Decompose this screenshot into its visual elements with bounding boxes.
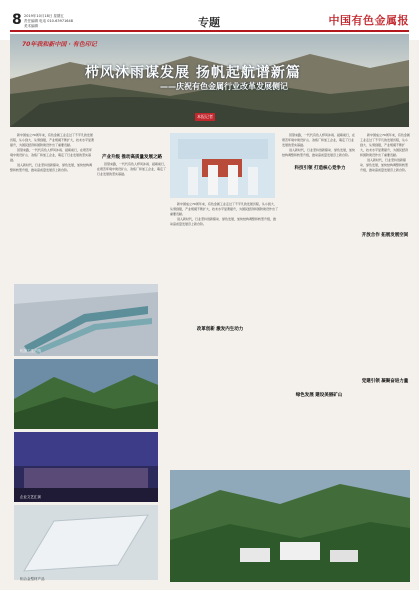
paragraph: 进入新时代，行业坚持创新驱动、绿色发展，加快结构调整和转型升级，推动高质量发展迈上新台阶。 bbox=[282, 148, 356, 157]
page-number: 8 bbox=[12, 12, 22, 28]
subheadline: ——庆祝有色金属行业改革发展侧记 bbox=[160, 82, 288, 91]
newspaper-brand: 中国有色金属报 bbox=[328, 14, 409, 27]
paragraph: 新中国成立70周年来，有色金属工业走过了不平凡的发展历程，从小到大、从弱到强，产业规模不断扩大，技术水平显著提升，为国民经济和国防建设作出了重要贡献。 bbox=[360, 133, 410, 157]
masthead-meta: 2019年10月18日 星期五 责任编辑 电话 010-63971648 美术编辑 bbox=[24, 14, 73, 28]
article-column-2 bbox=[97, 162, 167, 262]
paragraph: 进入新时代，行业坚持创新驱动、绿色发展，加快结构调整和转型升级，推动高质量发展迈上新台阶。 bbox=[170, 217, 277, 226]
paragraph: 回望来路，一代代有色人栉风沐雨、砥砺前行，在艰苦环境中建设矿山、冶炼厂和加工企业，奠定了行业发展的坚实基础。 bbox=[97, 162, 167, 176]
section-heading: 产业升级 推动高质量发展之路 bbox=[101, 155, 163, 160]
section-label: 专题 bbox=[198, 16, 220, 29]
section-heading: 开放合作 拓展发展空间 bbox=[361, 233, 409, 238]
photo-caption: 铝加工生产线 bbox=[20, 349, 41, 353]
plant-photo bbox=[170, 470, 410, 582]
series-title: 70年我和新中国 · 有色印记 bbox=[22, 41, 97, 48]
header-rule bbox=[10, 30, 409, 32]
photo-caption: 企业文艺汇演 bbox=[20, 495, 41, 499]
paragraph: 回望来路，一代代有色人栉风沐雨、砥砺前行，在艰苦环境中建设矿山、冶炼厂和加工企业，奠定了行业发展的坚实基础。 bbox=[282, 133, 356, 147]
ceremony-photo bbox=[170, 133, 275, 198]
paragraph: 进入新时代，行业坚持创新驱动、绿色发展，加快结构调整和转型升级，推动高质量发展迈上新台阶。 bbox=[10, 163, 93, 172]
paragraph: 新中国成立70周年来，有色金属工业走过了不平凡的发展历程，从小到大、从弱到强，产业规模不断扩大，技术水平显著提升，为国民经济和国防建设作出了重要贡献。 bbox=[10, 133, 94, 147]
photo-caption: 铝合金型材产品 bbox=[20, 577, 45, 581]
factory-photo bbox=[14, 284, 158, 356]
byline: 本报记者 bbox=[197, 114, 213, 119]
article-column-3 bbox=[170, 202, 278, 442]
mountain-photo bbox=[14, 359, 158, 429]
paragraph: 新中国成立70周年来，有色金属工业走过了不平凡的发展历程，从小到大、从弱到强，产业规模不断扩大，技术水平显著提升，为国民经济和国防建设作出了重要贡献。 bbox=[170, 202, 278, 216]
paragraph: 回望来路，一代代有色人栉风沐雨、砥砺前行，在艰苦环境中建设矿山、冶炼厂和加工企业，奠定了行业发展的坚实基础。 bbox=[10, 148, 93, 162]
section-heading: 绿色发展 建设美丽矿山 bbox=[295, 393, 343, 398]
concert-photo bbox=[14, 432, 158, 502]
article-column-5 bbox=[360, 133, 410, 463]
article-column-1 bbox=[10, 133, 94, 281]
product-photo bbox=[14, 505, 158, 580]
section-heading: 改革创新 激发内生动力 bbox=[196, 327, 244, 332]
section-heading: 科技引领 打造核心竞争力 bbox=[294, 166, 346, 171]
headline: 栉风沐雨谋发展 扬帆起航谱新篇 bbox=[85, 65, 301, 81]
section-heading: 党建引领 凝聚奋进力量 bbox=[361, 379, 409, 384]
article-column-4 bbox=[282, 133, 356, 453]
paragraph: 进入新时代，行业坚持创新驱动、绿色发展，加快结构调整和转型升级，推动高质量发展迈上新台阶。 bbox=[360, 158, 409, 172]
